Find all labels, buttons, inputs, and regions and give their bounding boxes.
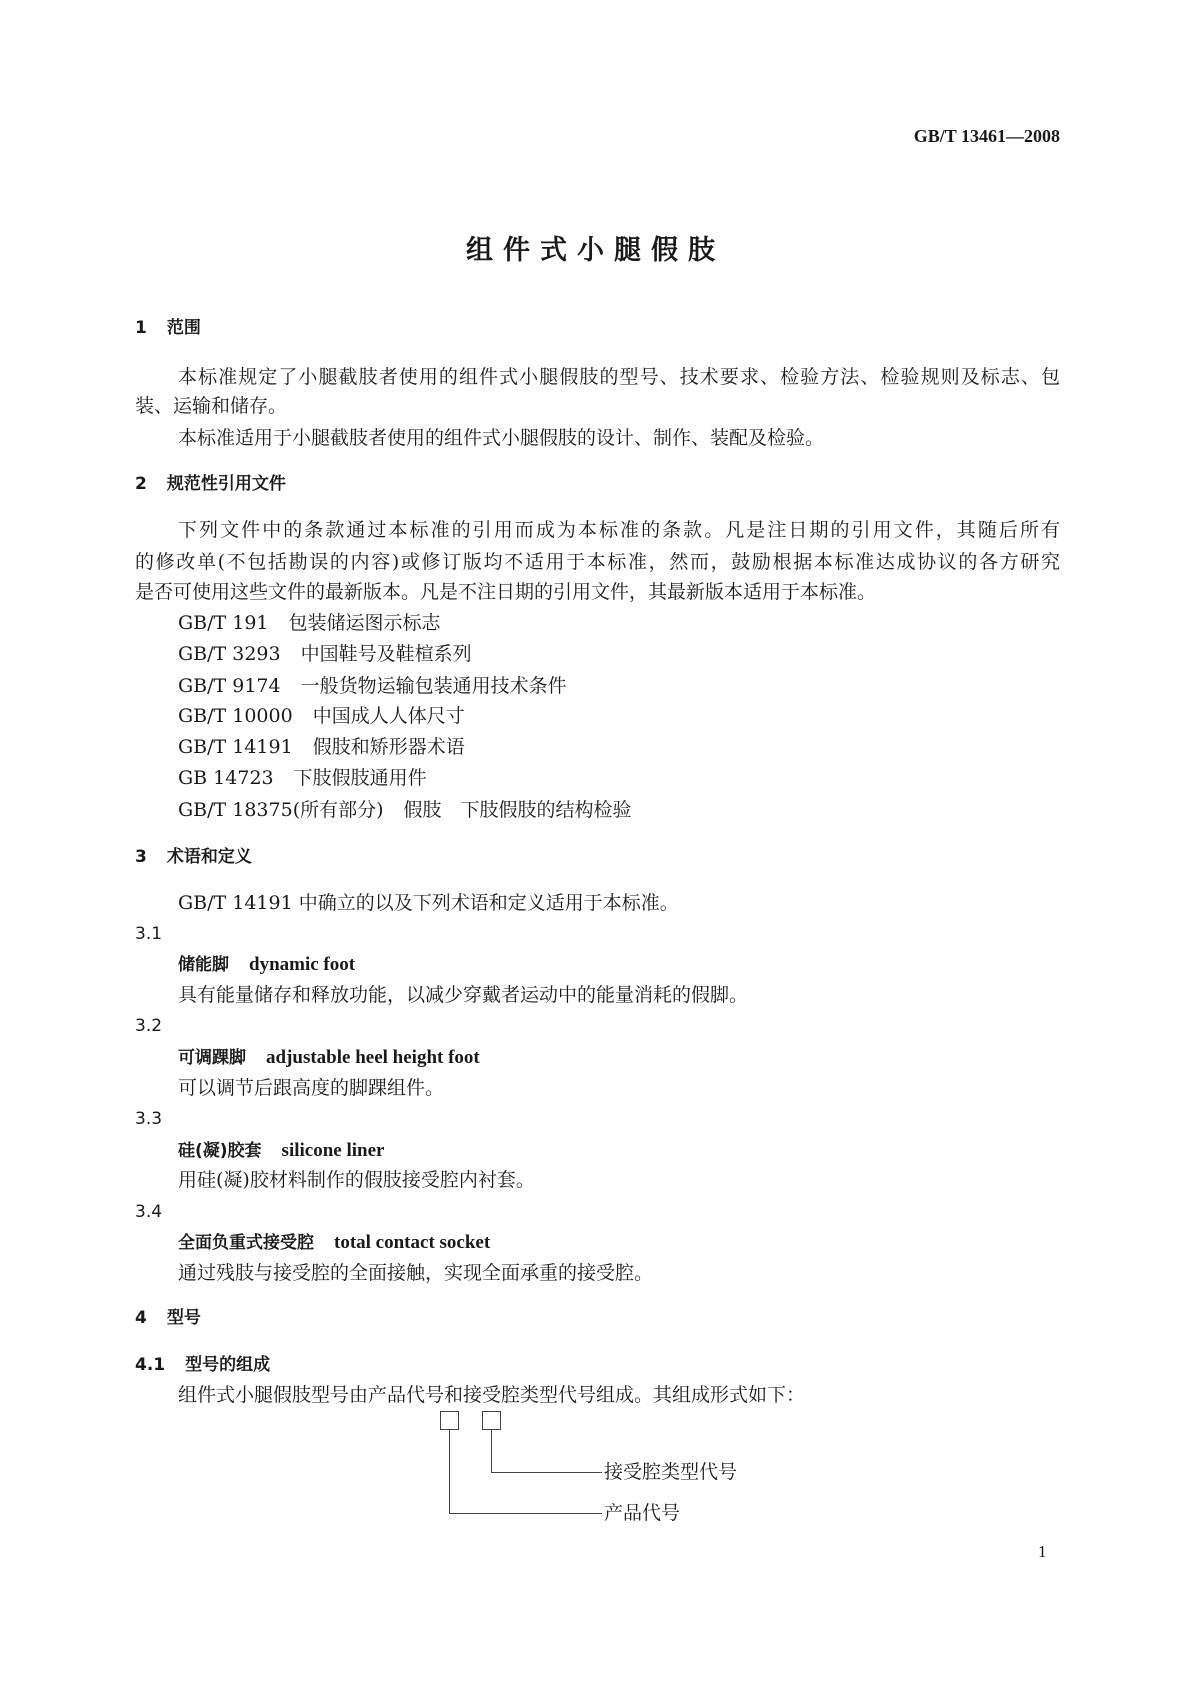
term-zh: 可调踝脚	[178, 1048, 246, 1068]
term-number: 3.1	[135, 924, 163, 944]
term-heading	[178, 1138, 384, 1163]
reference-code: GB/T 14191	[178, 736, 293, 758]
connector-line	[491, 1429, 492, 1472]
reference-title: 包装储运图示标志	[288, 612, 441, 634]
section-title: 术语和定义	[166, 847, 252, 867]
term-zh: 全面负重式接受腔	[178, 1233, 314, 1253]
reference-item	[178, 735, 465, 759]
reference-code: GB/T 18375(所有部分)	[178, 799, 384, 821]
reference-code: GB 14723	[178, 767, 274, 789]
product-code-box	[440, 1411, 459, 1430]
product-code-label: 产品代号	[604, 1502, 681, 1524]
connector-line	[449, 1513, 602, 1514]
reference-item	[178, 642, 472, 666]
paragraph-line: 的修改单(不包括勘误的内容)或修订版均不适用于本标准，然而，鼓励根据本标准达成协议的各方研究	[135, 551, 1060, 573]
reference-code: GB/T 10000	[178, 705, 293, 727]
section-title: 型号	[166, 1308, 201, 1328]
reference-item	[178, 766, 427, 790]
term-heading	[178, 952, 355, 977]
reference-item	[178, 798, 632, 822]
paragraph-line: GB/T 14191 中确立的以及下列术语和定义适用于本标准。	[178, 892, 679, 914]
reference-title: 中国鞋号及鞋楦系列	[300, 643, 472, 665]
standard-number: GB/T 13461—2008	[913, 126, 1060, 146]
term-heading	[178, 1045, 480, 1070]
term-heading	[178, 1230, 490, 1255]
term-en: adjustable heel height foot	[266, 1047, 480, 1068]
paragraph-line: 是否可使用这些文件的最新版本。凡是不注日期的引用文件，其最新版本适用于本标准。	[135, 581, 877, 603]
socket-type-box	[482, 1411, 501, 1430]
reference-title: 下肢假肢通用件	[293, 767, 427, 789]
term-definition: 具有能量储存和释放功能，以减少穿戴者运动中的能量消耗的假脚。	[178, 984, 749, 1006]
paragraph-line: 装、运输和储存。	[135, 395, 288, 417]
term-zh: 硅(凝)胶套	[178, 1141, 262, 1161]
section-number: 2	[135, 474, 147, 494]
paragraph-line: 组件式小腿假肢型号由产品代号和接受腔类型代号组成。其组成形式如下：	[178, 1384, 806, 1406]
connector-line	[491, 1472, 602, 1473]
section-number: 1	[135, 318, 147, 338]
reference-title: 中国成人人体尺寸	[312, 705, 465, 727]
section-number: 4	[135, 1308, 147, 1328]
term-en: dynamic foot	[249, 954, 356, 975]
reference-title: 假肢和矫形器术语	[312, 736, 465, 758]
connector-line	[449, 1429, 450, 1513]
section-title: 范围	[166, 318, 201, 338]
reference-code: GB/T 3293	[178, 643, 281, 665]
reference-item	[178, 704, 465, 728]
term-definition: 用硅(凝)胶材料制作的假肢接受腔内衬套。	[178, 1169, 535, 1191]
term-number: 3.2	[135, 1016, 163, 1036]
term-number: 3.3	[135, 1109, 163, 1129]
section-number: 4.1	[135, 1355, 166, 1375]
page-title: 组件式小腿假肢	[466, 235, 725, 266]
term-definition: 通过残肢与接受腔的全面接触，实现全面承重的接受腔。	[178, 1262, 654, 1284]
term-definition: 可以调节后跟高度的脚踝组件。	[178, 1077, 445, 1099]
reference-title: 假肢 下肢假肢的结构检验	[403, 799, 632, 821]
subsection-4-1-heading	[135, 1353, 270, 1377]
reference-item	[178, 674, 567, 698]
term-en: silicone liner	[281, 1140, 385, 1161]
paragraph-line: 下列文件中的条款通过本标准的引用而成为本标准的条款。凡是注日期的引用文件，其随后所有	[178, 519, 1060, 541]
socket-type-label: 接受腔类型代号	[604, 1461, 738, 1483]
reference-code: GB/T 191	[178, 612, 269, 634]
reference-item	[178, 611, 441, 635]
section-4-heading	[135, 1306, 201, 1330]
page-number: 1	[1038, 1542, 1047, 1561]
paragraph-line: 本标准规定了小腿截肢者使用的组件式小腿假肢的型号、技术要求、检验方法、检验规则及标志、包	[178, 366, 1060, 388]
section-2-heading	[135, 472, 286, 496]
section-1-heading	[135, 316, 201, 340]
term-en: total contact socket	[334, 1232, 491, 1253]
section-title: 规范性引用文件	[166, 474, 286, 494]
reference-code: GB/T 9174	[178, 675, 281, 697]
paragraph-line: 本标准适用于小腿截肢者使用的组件式小腿假肢的设计、制作、装配及检验。	[178, 427, 825, 449]
term-zh: 储能脚	[178, 955, 229, 975]
section-3-heading	[135, 845, 252, 869]
reference-title: 一般货物运输包装通用技术条件	[300, 675, 567, 697]
section-title: 型号的组成	[185, 1355, 271, 1375]
term-number: 3.4	[135, 1202, 163, 1222]
section-number: 3	[135, 847, 147, 867]
